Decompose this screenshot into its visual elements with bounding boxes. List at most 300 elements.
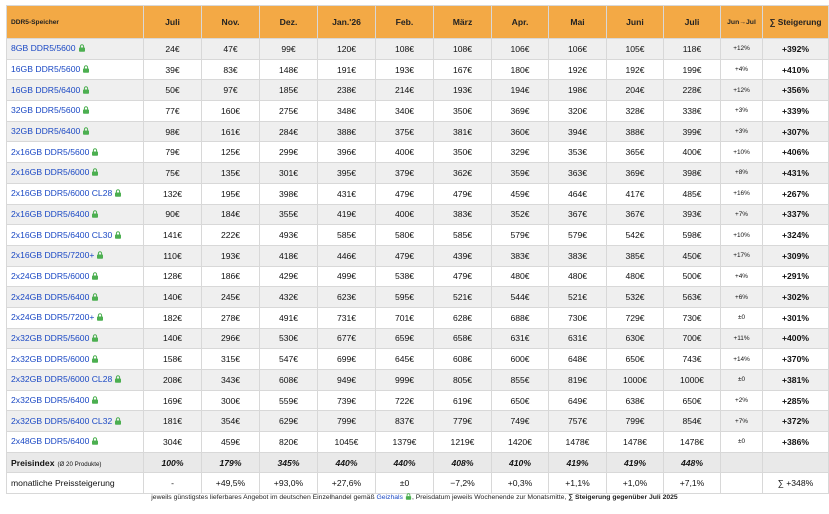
lock-icon: [114, 417, 122, 427]
price-cell: 837€: [376, 411, 434, 432]
price-cell: 544€: [492, 287, 549, 308]
price-cell: 160€: [202, 101, 260, 122]
price-cell: 24€: [144, 39, 202, 60]
price-cell: 585€: [318, 225, 376, 246]
price-cell: 355€: [260, 204, 318, 225]
table-row: [7, 245, 829, 266]
table-row: [7, 390, 829, 411]
price-cell: 50€: [144, 80, 202, 101]
price-cell: 491€: [260, 307, 318, 328]
price-cell: 388€: [318, 121, 376, 142]
price-cell: 393€: [664, 204, 721, 225]
price-cell: 379€: [376, 163, 434, 184]
product-cell: [7, 390, 144, 411]
price-cell: 677€: [318, 328, 376, 349]
column-header-month: Apr.: [492, 6, 549, 39]
price-cell: 108€: [434, 39, 492, 60]
product-cell: [7, 59, 144, 80]
change-cell: +2%: [721, 390, 763, 411]
price-cell: 350€: [434, 142, 492, 163]
total-cell: +301%: [763, 307, 829, 328]
price-cell: 418€: [260, 245, 318, 266]
price-cell: 739€: [318, 390, 376, 411]
column-header-month: Dez.: [260, 6, 318, 39]
change-cell: +3%: [721, 121, 763, 142]
price-cell: 722€: [376, 390, 434, 411]
price-cell: 118€: [664, 39, 721, 60]
price-cell: 75€: [144, 163, 202, 184]
lock-icon: [91, 168, 99, 178]
price-cell: 731€: [318, 307, 376, 328]
price-cell: 580€: [376, 225, 434, 246]
table-row: [7, 80, 829, 101]
price-cell: 729€: [607, 307, 664, 328]
index-empty-cell: [763, 452, 829, 473]
total-cell: +431%: [763, 163, 829, 184]
price-cell: 400€: [664, 142, 721, 163]
table-row: [7, 287, 829, 308]
price-cell: 749€: [492, 411, 549, 432]
total-cell: +356%: [763, 80, 829, 101]
product-cell: [7, 204, 144, 225]
change-cell: +4%: [721, 266, 763, 287]
price-cell: 799€: [607, 411, 664, 432]
price-cell: 730€: [549, 307, 607, 328]
price-cell: 381€: [434, 121, 492, 142]
price-cell: 479€: [376, 245, 434, 266]
price-index-label-cell: [7, 452, 144, 473]
change-cell: +10%: [721, 225, 763, 246]
price-cell: 353€: [549, 142, 607, 163]
product-link[interactable]: 2x16GB DDR5/6000 CL28: [11, 188, 113, 199]
price-cell: 193€: [434, 80, 492, 101]
price-cell: 579€: [549, 225, 607, 246]
geizhals-link[interactable]: Geizhals: [376, 494, 403, 501]
price-cell: 1379€: [376, 432, 434, 453]
monthly-cell: +7,1%: [664, 473, 721, 494]
price-cell: 659€: [376, 328, 434, 349]
product-link[interactable]: 2x24GB DDR5/7200+: [11, 312, 95, 323]
price-cell: 650€: [492, 390, 549, 411]
total-cell: +400%: [763, 328, 829, 349]
price-cell: 1478€: [549, 432, 607, 453]
product-link[interactable]: 2x48GB DDR5/6400: [11, 436, 90, 447]
change-cell: +3%: [721, 101, 763, 122]
product-link[interactable]: 8GB DDR5/5600: [11, 43, 76, 54]
column-header-month: Jan.'26: [318, 6, 376, 39]
price-cell: 1045€: [318, 432, 376, 453]
price-cell: 499€: [318, 266, 376, 287]
product-link[interactable]: 2x24GB DDR5/6000: [11, 270, 90, 281]
price-cell: 820€: [260, 432, 318, 453]
price-cell: 125€: [202, 142, 260, 163]
monthly-cell: +49,5%: [202, 473, 260, 494]
price-cell: 315€: [202, 349, 260, 370]
price-cell: 186€: [202, 266, 260, 287]
total-cell: +324%: [763, 225, 829, 246]
lock-icon: [91, 334, 99, 344]
index-cell: 448%: [664, 452, 721, 473]
price-cell: 132€: [144, 183, 202, 204]
price-cell: 395€: [318, 163, 376, 184]
table-row: [7, 349, 829, 370]
price-cell: 90€: [144, 204, 202, 225]
price-cell: 459€: [492, 183, 549, 204]
change-cell: +11%: [721, 328, 763, 349]
price-cell: 480€: [492, 266, 549, 287]
price-cell: 338€: [664, 101, 721, 122]
price-cell: 1000€: [664, 370, 721, 391]
product-cell: [7, 370, 144, 391]
price-cell: 383€: [492, 245, 549, 266]
price-cell: 275€: [260, 101, 318, 122]
price-cell: 343€: [202, 370, 260, 391]
total-cell: +337%: [763, 204, 829, 225]
price-cell: 185€: [260, 80, 318, 101]
price-cell: 47€: [202, 39, 260, 60]
monthly-cell: -: [144, 473, 202, 494]
table-row: [7, 225, 829, 246]
product-cell: [7, 80, 144, 101]
total-cell: +372%: [763, 411, 829, 432]
price-cell: 360€: [492, 121, 549, 142]
price-cell: 650€: [664, 390, 721, 411]
lock-icon: [96, 313, 104, 323]
price-cell: 128€: [144, 266, 202, 287]
footnote-text: jeweils günstigstes lieferbares Angebot im deutschen Einzelhandel gemäß: [151, 494, 375, 501]
index-cell: 179%: [202, 452, 260, 473]
product-cell: [7, 411, 144, 432]
monthly-cell: −7,2%: [434, 473, 492, 494]
price-cell: 362€: [434, 163, 492, 184]
price-cell: 730€: [664, 307, 721, 328]
price-cell: 328€: [607, 101, 664, 122]
product-cell: [7, 432, 144, 453]
price-cell: 1219€: [434, 432, 492, 453]
change-cell: +10%: [721, 142, 763, 163]
table-row: [7, 183, 829, 204]
product-cell: [7, 245, 144, 266]
monthly-cell: +27,6%: [318, 473, 376, 494]
product-cell: [7, 328, 144, 349]
product-link[interactable]: 32GB DDR5/6400: [11, 126, 81, 137]
price-cell: 500€: [664, 266, 721, 287]
price-cell: 204€: [607, 80, 664, 101]
header-row: [7, 6, 829, 39]
price-cell: 805€: [434, 370, 492, 391]
total-cell: +406%: [763, 142, 829, 163]
index-cell: 440%: [376, 452, 434, 473]
price-cell: 699€: [318, 349, 376, 370]
price-cell: 228€: [664, 80, 721, 101]
price-cell: 320€: [549, 101, 607, 122]
price-cell: 354€: [202, 411, 260, 432]
price-cell: 181€: [144, 411, 202, 432]
price-cell: 429€: [260, 266, 318, 287]
price-cell: 329€: [492, 142, 549, 163]
column-header-month: Juni: [607, 6, 664, 39]
price-cell: 352€: [492, 204, 549, 225]
column-header-month: Mai: [549, 6, 607, 39]
price-cell: 194€: [492, 80, 549, 101]
product-link[interactable]: 2x32GB DDR5/6000 CL28: [11, 374, 113, 385]
table-body: [7, 39, 829, 494]
price-cell: 855€: [492, 370, 549, 391]
product-link[interactable]: 2x16GB DDR5/6400: [11, 208, 90, 219]
product-cell: [7, 287, 144, 308]
price-cell: 195€: [202, 183, 260, 204]
price-cell: 375€: [376, 121, 434, 142]
price-cell: 105€: [607, 39, 664, 60]
monthly-cell: +0,3%: [492, 473, 549, 494]
column-header-month: März: [434, 6, 492, 39]
monthly-cell: +93,0%: [260, 473, 318, 494]
product-cell: [7, 307, 144, 328]
price-cell: 799€: [318, 411, 376, 432]
monthly-cell: +1,0%: [607, 473, 664, 494]
product-link[interactable]: 2x32GB DDR5/6400 CL32: [11, 415, 113, 426]
footnote: [0, 493, 829, 502]
price-cell: 400€: [376, 204, 434, 225]
product-cell: [7, 121, 144, 142]
product-cell: [7, 39, 144, 60]
lock-icon: [114, 189, 122, 199]
price-index-note: (Ø 20 Produkte): [57, 460, 102, 468]
change-cell: +12%: [721, 39, 763, 60]
price-cell: 419€: [318, 204, 376, 225]
product-link[interactable]: 2x32GB DDR5/5600: [11, 332, 90, 343]
price-cell: 743€: [664, 349, 721, 370]
lock-icon: [82, 86, 90, 96]
price-cell: 193€: [202, 245, 260, 266]
total-cell: +392%: [763, 39, 829, 60]
change-cell: +17%: [721, 245, 763, 266]
price-cell: 623€: [318, 287, 376, 308]
table-row: [7, 163, 829, 184]
price-cell: 595€: [376, 287, 434, 308]
price-cell: 649€: [549, 390, 607, 411]
lock-icon: [91, 272, 99, 282]
price-cell: 630€: [607, 328, 664, 349]
monthly-empty-cell: [721, 473, 763, 494]
price-cell: 148€: [260, 59, 318, 80]
price-cell: 431€: [318, 183, 376, 204]
lock-icon: [91, 437, 99, 447]
price-cell: 532€: [607, 287, 664, 308]
lock-icon: [114, 231, 122, 241]
price-cell: 598€: [664, 225, 721, 246]
price-cell: 135€: [202, 163, 260, 184]
table-row: [7, 307, 829, 328]
price-cell: 238€: [318, 80, 376, 101]
price-cell: 388€: [607, 121, 664, 142]
price-cell: 83€: [202, 59, 260, 80]
lock-icon: [82, 127, 90, 137]
price-cell: 369€: [607, 163, 664, 184]
price-cell: 464€: [549, 183, 607, 204]
product-cell: [7, 183, 144, 204]
price-cell: 245€: [202, 287, 260, 308]
price-cell: 480€: [607, 266, 664, 287]
index-cell: 408%: [434, 452, 492, 473]
price-cell: 296€: [202, 328, 260, 349]
total-cell: +285%: [763, 390, 829, 411]
lock-icon: [91, 355, 99, 365]
index-cell: 419%: [607, 452, 664, 473]
price-cell: 628€: [434, 307, 492, 328]
price-cell: 1478€: [664, 432, 721, 453]
price-cell: 192€: [607, 59, 664, 80]
change-cell: +8%: [721, 163, 763, 184]
lock-icon: [405, 493, 412, 502]
price-cell: 688€: [492, 307, 549, 328]
price-cell: 585€: [434, 225, 492, 246]
product-link[interactable]: 2x16GB DDR5/6000: [11, 167, 90, 178]
total-cell: +381%: [763, 370, 829, 391]
total-cell: +370%: [763, 349, 829, 370]
lock-icon: [91, 210, 99, 220]
price-cell: 106€: [549, 39, 607, 60]
price-cell: 631€: [549, 328, 607, 349]
price-cell: 394€: [549, 121, 607, 142]
price-cell: 365€: [607, 142, 664, 163]
column-header-change: Jun→Jul: [721, 6, 763, 39]
change-cell: +4%: [721, 59, 763, 80]
price-cell: 459€: [202, 432, 260, 453]
price-cell: 619€: [434, 390, 492, 411]
price-cell: 399€: [664, 121, 721, 142]
price-cell: 199€: [664, 59, 721, 80]
lock-icon: [96, 251, 104, 261]
price-cell: 193€: [376, 59, 434, 80]
table-row: [7, 101, 829, 122]
price-cell: 479€: [376, 183, 434, 204]
price-cell: 110€: [144, 245, 202, 266]
product-link[interactable]: 2x16GB DDR5/7200+: [11, 250, 95, 261]
price-cell: 340€: [376, 101, 434, 122]
product-link[interactable]: 2x32GB DDR5/6000: [11, 353, 90, 364]
total-cell: +307%: [763, 121, 829, 142]
product-link[interactable]: 2x24GB DDR5/6400: [11, 291, 90, 302]
product-link[interactable]: 16GB DDR5/6400: [11, 84, 81, 95]
price-cell: 400€: [376, 142, 434, 163]
price-cell: 106€: [492, 39, 549, 60]
price-cell: 432€: [260, 287, 318, 308]
table-row: [7, 266, 829, 287]
price-cell: 98€: [144, 121, 202, 142]
price-cell: 398€: [664, 163, 721, 184]
price-cell: 650€: [607, 349, 664, 370]
change-cell: +7%: [721, 411, 763, 432]
monthly-cell: +1,1%: [549, 473, 607, 494]
price-cell: 439€: [434, 245, 492, 266]
price-cell: 631€: [492, 328, 549, 349]
price-cell: 530€: [260, 328, 318, 349]
column-header-product: DDR5-Speicher: [7, 6, 144, 39]
monthly-label: monatliche Preissteigerung: [7, 473, 144, 494]
product-link[interactable]: 32GB DDR5/5600: [11, 105, 81, 116]
price-cell: 301€: [260, 163, 318, 184]
price-cell: 608€: [260, 370, 318, 391]
price-cell: 559€: [260, 390, 318, 411]
price-cell: 167€: [434, 59, 492, 80]
table-row: [7, 370, 829, 391]
price-cell: 648€: [549, 349, 607, 370]
price-index-row: [7, 452, 829, 473]
product-link[interactable]: 2x32GB DDR5/6400: [11, 395, 90, 406]
price-cell: 278€: [202, 307, 260, 328]
lock-icon: [91, 293, 99, 303]
change-cell: +6%: [721, 287, 763, 308]
total-cell: +302%: [763, 287, 829, 308]
lock-icon: [91, 396, 99, 406]
price-cell: 417€: [607, 183, 664, 204]
price-cell: 450€: [664, 245, 721, 266]
price-cell: 398€: [260, 183, 318, 204]
product-cell: [7, 349, 144, 370]
price-cell: 854€: [664, 411, 721, 432]
change-cell: +14%: [721, 349, 763, 370]
price-cell: 367€: [607, 204, 664, 225]
product-cell: [7, 225, 144, 246]
price-cell: 198€: [549, 80, 607, 101]
price-cell: 819€: [549, 370, 607, 391]
price-cell: 363€: [549, 163, 607, 184]
price-cell: 158€: [144, 349, 202, 370]
price-cell: 184€: [202, 204, 260, 225]
price-cell: 169€: [144, 390, 202, 411]
price-cell: 645€: [376, 349, 434, 370]
price-cell: 304€: [144, 432, 202, 453]
price-cell: 383€: [549, 245, 607, 266]
table-row: [7, 59, 829, 80]
price-cell: 479€: [434, 183, 492, 204]
product-link[interactable]: 2x16GB DDR5/6400 CL30: [11, 229, 113, 240]
price-cell: 348€: [318, 101, 376, 122]
price-cell: 521€: [434, 287, 492, 308]
price-cell: 383€: [434, 204, 492, 225]
product-link[interactable]: 16GB DDR5/5600: [11, 64, 81, 75]
price-cell: 638€: [607, 390, 664, 411]
price-cell: 39€: [144, 59, 202, 80]
total-cell: +267%: [763, 183, 829, 204]
index-cell: 440%: [318, 452, 376, 473]
product-link[interactable]: 2x16GB DDR5/5600: [11, 146, 90, 157]
price-cell: 521€: [549, 287, 607, 308]
price-cell: 108€: [376, 39, 434, 60]
price-cell: 396€: [318, 142, 376, 163]
price-cell: 629€: [260, 411, 318, 432]
price-cell: 97€: [202, 80, 260, 101]
price-cell: 1420€: [492, 432, 549, 453]
price-cell: 385€: [607, 245, 664, 266]
price-cell: 757€: [549, 411, 607, 432]
change-cell: +12%: [721, 80, 763, 101]
price-cell: 563€: [664, 287, 721, 308]
table-row: [7, 411, 829, 432]
price-cell: 446€: [318, 245, 376, 266]
price-cell: 350€: [434, 101, 492, 122]
index-cell: 345%: [260, 452, 318, 473]
product-cell: [7, 266, 144, 287]
price-cell: 779€: [434, 411, 492, 432]
total-cell: +339%: [763, 101, 829, 122]
price-cell: 999€: [376, 370, 434, 391]
monthly-total-cell: ∑ +348%: [763, 473, 829, 494]
lock-icon: [82, 65, 90, 75]
product-cell: [7, 101, 144, 122]
column-header-month: Nov.: [202, 6, 260, 39]
